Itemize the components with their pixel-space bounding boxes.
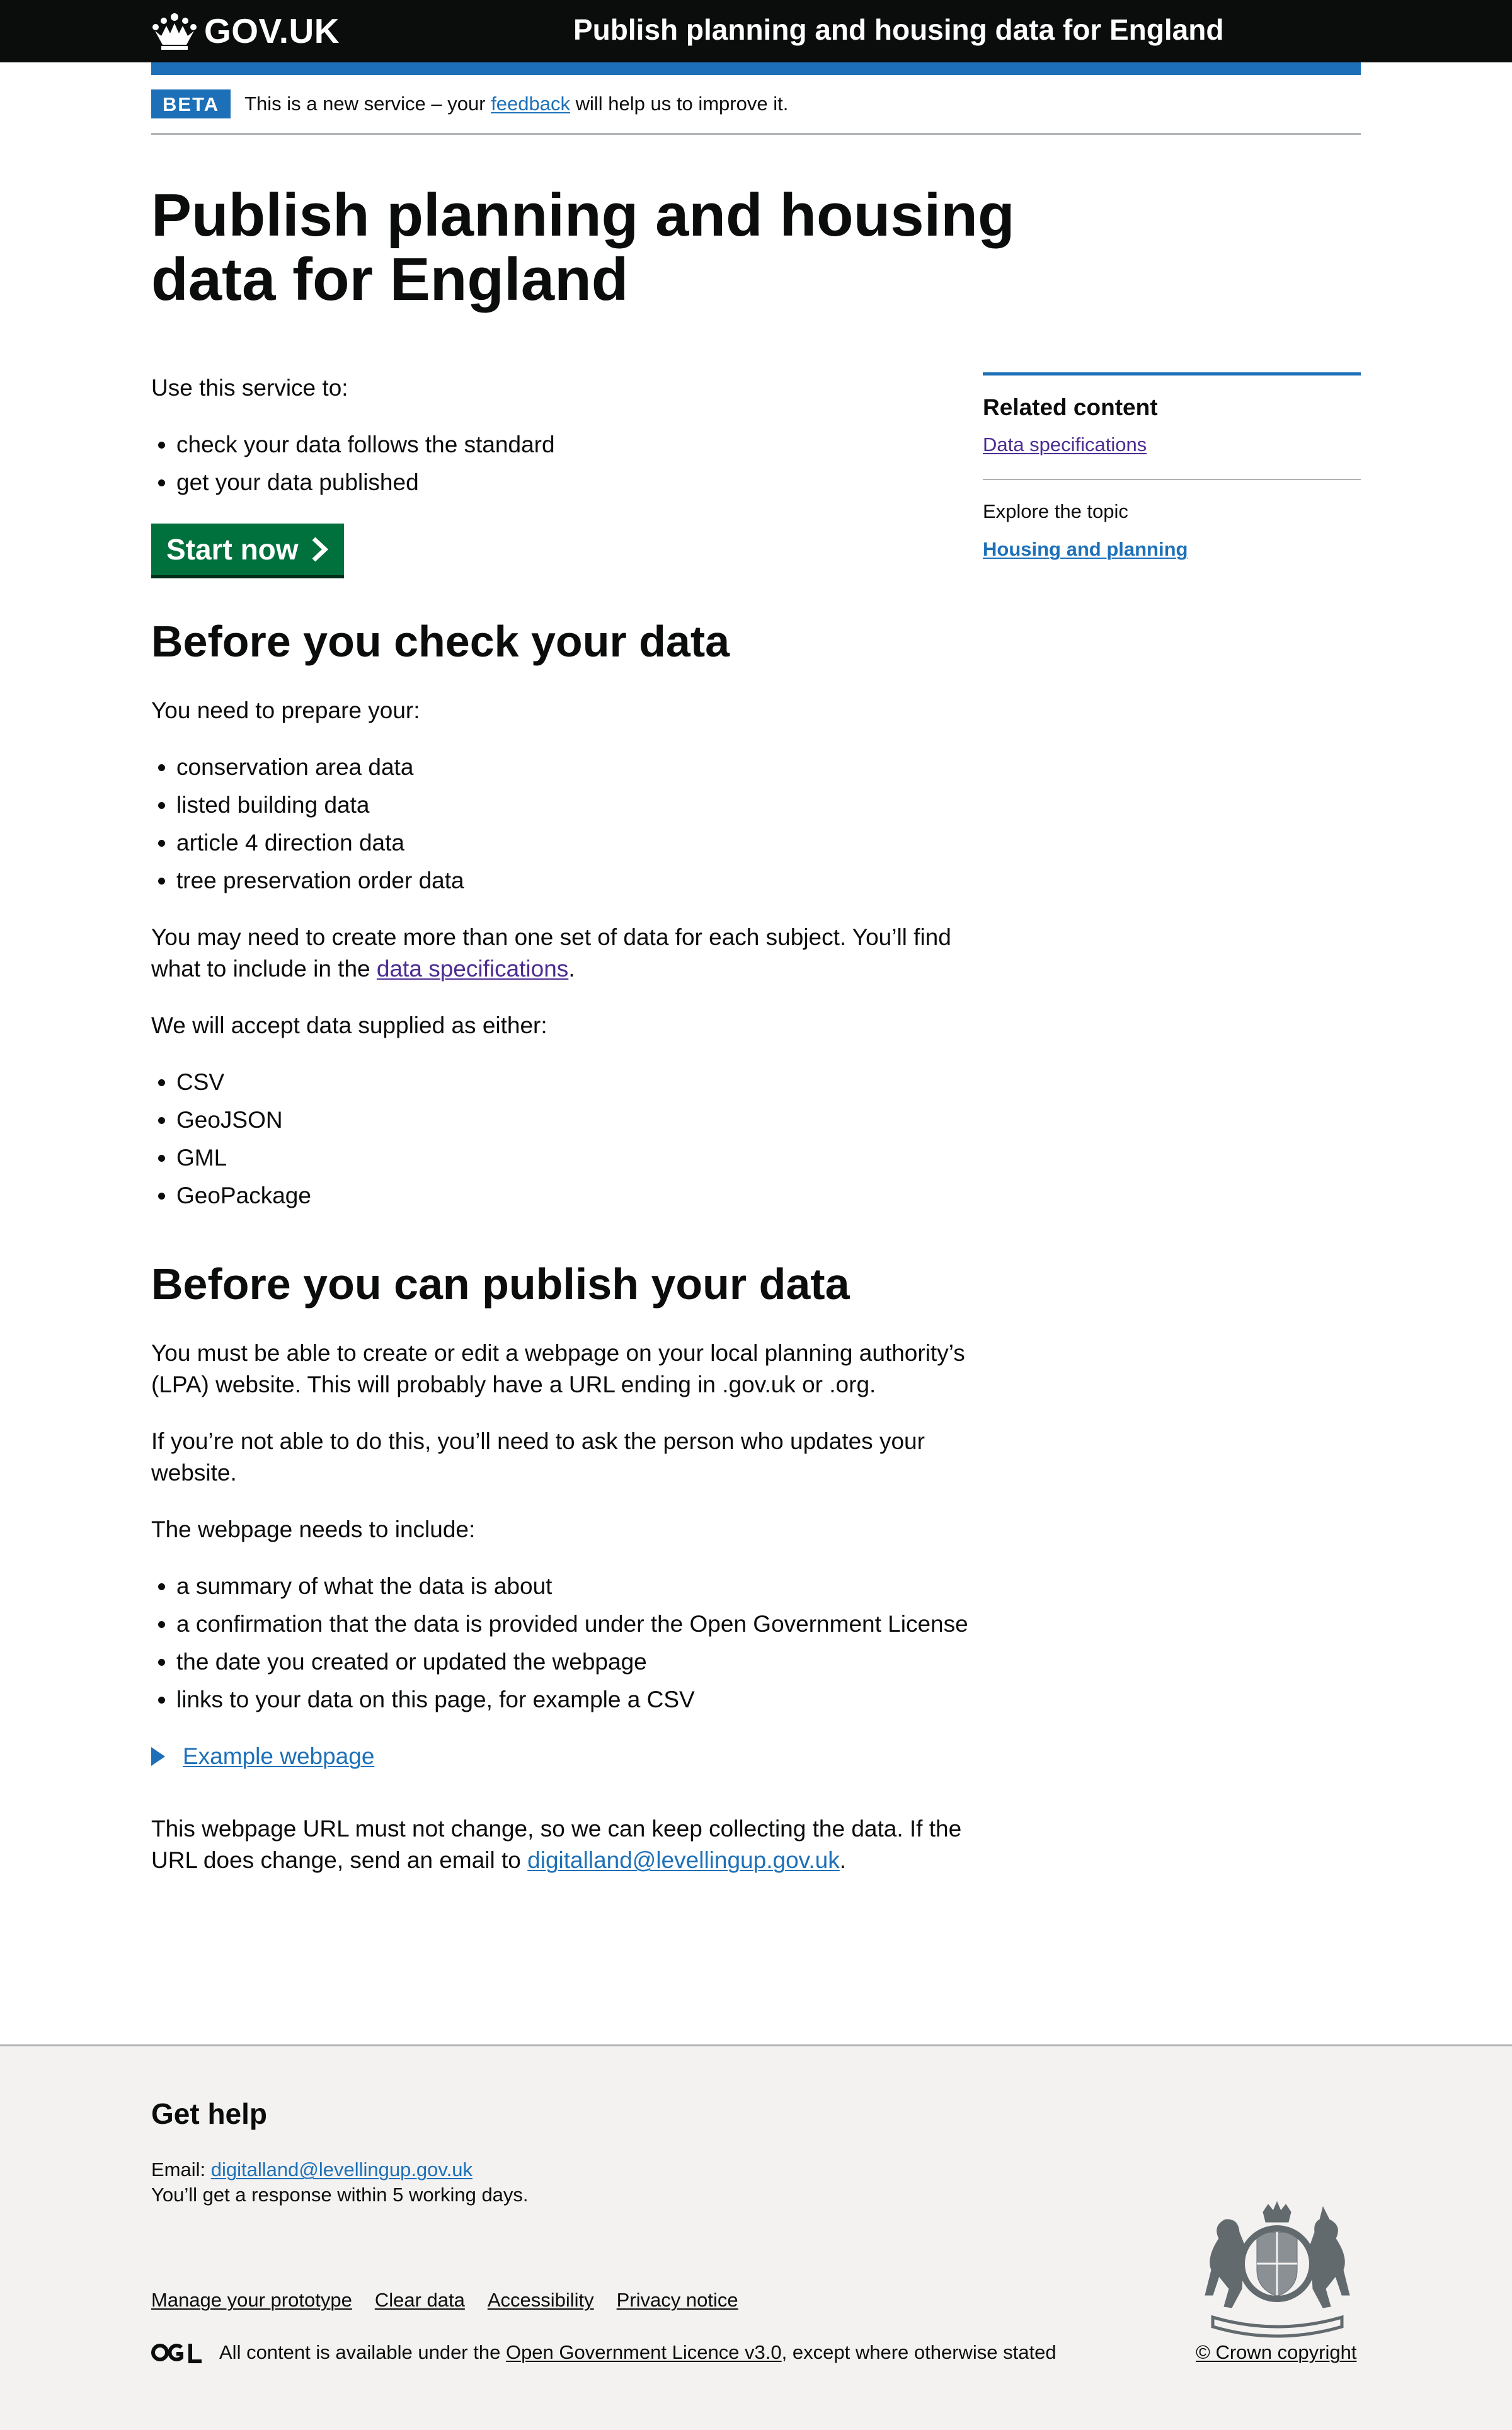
list-item: • GeoJSON	[176, 1104, 970, 1136]
header-blue-bar	[151, 62, 1361, 75]
webpage-include-text: The webpage needs to include:	[151, 1516, 476, 1542]
footer-links	[151, 2289, 761, 2312]
phase-text-before: This is a new service – your	[244, 93, 491, 115]
url-text-before: This webpage URL must not change, so we can keep collecting the data. If the URL does change, send an email to	[151, 1816, 962, 1873]
contact-email-link[interactable]: digitalland@levellingup.gov.uk	[527, 1847, 840, 1873]
response-time-text: You’ll get a response within 5 working days.	[151, 2184, 529, 2206]
list-item: • article 4 direction data	[176, 827, 970, 859]
list-item: • listed building data	[176, 789, 970, 821]
more-text-before: You may need to create more than one set of data for each subject. You’ll find what to include in the	[151, 924, 951, 982]
explore-topic-label: Explore the topic	[983, 500, 1128, 522]
ogl-licence-link[interactable]: Open Government Licence v3.0	[505, 2341, 782, 2363]
licence-statement	[151, 2341, 1057, 2364]
feedback-link[interactable]: feedback	[491, 93, 571, 115]
list-item: • GML	[176, 1142, 970, 1174]
get-help-heading: Get help	[151, 2097, 268, 2130]
related-content-sidebar	[983, 372, 1361, 561]
data-specifications-link[interactable]: data specifications	[376, 956, 569, 982]
prepare-list	[151, 752, 970, 897]
publish-section-heading: Before you can publish your data	[151, 1259, 850, 1309]
crown-copyright-link[interactable]: © Crown copyright	[1196, 2341, 1357, 2363]
content-column	[151, 372, 970, 1901]
webpage-requirement-text: You must be able to create or edit a webpage on your local planning authority’s (LPA) website. This will probably have a URL ending in .gov.uk or .org.	[151, 1340, 965, 1397]
list-item: • CSV	[176, 1067, 970, 1098]
footer-email-link[interactable]: digitalland@levellingup.gov.uk	[210, 2158, 472, 2181]
ogl-logo-icon	[151, 2342, 203, 2363]
url-paragraph	[151, 1813, 970, 1876]
sidebar-link-housing-planning[interactable]: Housing and planning	[983, 538, 1188, 560]
ask-person-text: If you’re not able to do this, you’ll need to ask the person who updates your website.	[151, 1428, 925, 1486]
govuk-logo-link[interactable]	[151, 9, 340, 53]
service-name-link[interactable]: Publish planning and housing data for England	[573, 13, 1224, 46]
page-title: Publish planning and housing data for England	[151, 181, 1015, 313]
list-item: • a summary of what the data is about	[176, 1571, 970, 1602]
beta-tag: BETA	[151, 89, 231, 118]
sidebar-link-data-specifications[interactable]: Data specifications	[983, 433, 1147, 456]
chevron-right-icon	[310, 537, 330, 562]
royal-coat-of-arms-icon	[1194, 2201, 1361, 2339]
related-content-heading: Related content	[983, 394, 1158, 420]
licence-text-after: , except where otherwise stated	[781, 2341, 1057, 2363]
more-text-after: .	[568, 956, 575, 982]
list-item: • tree preservation order data	[176, 865, 970, 897]
url-text-after: .	[839, 1847, 847, 1873]
specifications-paragraph	[151, 922, 970, 985]
start-now-button[interactable]	[151, 524, 344, 575]
prepare-text: You need to prepare your:	[151, 697, 420, 723]
phase-banner-text	[244, 93, 788, 115]
phase-banner	[151, 75, 1361, 135]
intro-text: Use this service to:	[151, 375, 348, 401]
webpage-requirements-list	[151, 1571, 970, 1716]
footer-link-accessibility[interactable]: Accessibility	[487, 2289, 594, 2311]
crown-icon	[151, 12, 198, 50]
footer-link-manage-prototype[interactable]: Manage your prototype	[151, 2289, 352, 2311]
triangle-right-icon	[151, 1747, 165, 1766]
list-item: • the date you created or updated the webpage	[176, 1646, 970, 1678]
list-item: • conservation area data	[176, 752, 970, 783]
intro-list	[151, 429, 970, 498]
example-webpage-summary[interactable]: Example webpage	[183, 1743, 375, 1769]
footer-link-privacy-notice[interactable]: Privacy notice	[616, 2289, 738, 2311]
list-item: • check your data follows the standard	[176, 429, 970, 461]
check-section-heading: Before you check your data	[151, 617, 730, 666]
site-footer	[0, 2044, 1512, 2430]
logo-text: GOV.UK	[204, 11, 340, 50]
footer-link-clear-data[interactable]: Clear data	[374, 2289, 465, 2311]
list-item: • links to your data on this page, for example a CSV	[176, 1684, 970, 1716]
formats-list	[151, 1067, 970, 1212]
list-item: • get your data published	[176, 467, 970, 498]
email-label: Email:	[151, 2158, 211, 2181]
licence-text-before: All content is available under the	[219, 2341, 506, 2363]
help-contact	[151, 2157, 529, 2208]
site-header	[0, 0, 1512, 62]
copyright	[1196, 2341, 1356, 2364]
start-now-label: Start now	[166, 533, 299, 566]
list-item: • GeoPackage	[176, 1180, 970, 1212]
accept-text: We will accept data supplied as either:	[151, 1012, 547, 1038]
phase-text-after: will help us to improve it.	[570, 93, 789, 115]
list-item: • a confirmation that the data is provided under the Open Government License	[176, 1608, 970, 1640]
example-webpage-details[interactable]	[151, 1741, 970, 1772]
sidebar-divider	[983, 479, 1361, 480]
